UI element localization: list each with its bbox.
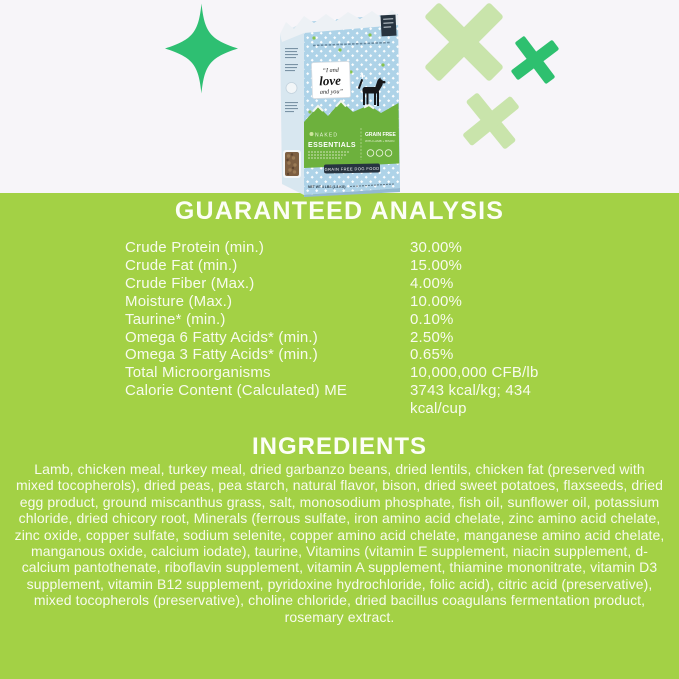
- bag-product-name: ESSENTIALS: [308, 142, 356, 149]
- analysis-value: 0.10%: [410, 310, 454, 328]
- small-green-cross-icon: [509, 34, 560, 85]
- analysis-label: Omega 6 Fatty Acids* (min.): [125, 328, 318, 346]
- bag-banner: [324, 164, 380, 174]
- brand-line-1: “I and: [322, 66, 339, 75]
- brand-line-3: and you”: [319, 88, 344, 96]
- analysis-label: Total Microorganisms: [125, 364, 271, 382]
- bag-net-weight: NET WT 4 LBS (1.8 KG): [308, 185, 346, 189]
- nutrition-section: [0, 193, 679, 679]
- bag-top-label: [380, 15, 396, 37]
- analysis-label: Moisture (Max.): [125, 292, 233, 310]
- analysis-row: [125, 364, 585, 382]
- analysis-value: 3743 kcal/kg; 434 kcal/cup: [410, 382, 531, 418]
- bag-claim-title: GRAIN FREE: [365, 132, 396, 138]
- ingredients-text: Lamb, chicken meal, turkey meal, dried garbanzo beans, dried lentils, chicken fat (preserved with mixed tocopherols), dried peas, pea starch, natural flavor, bison, dried sweet potatoes, flaxseeds, dried egg product, ground miscanthus grass, salt, monosodium phosphate, fish oil, sunflower oil, potassium chloride, dried chicory root, Minerals (ferrous sulfate, iron amino acid chelate, zinc amino acid chelate, zinc oxide, copper sulfate, sodium selenite, copper amino acid chelate, manganese amino acid chelate, manganous oxide, calcium iodate), taurine, Vitamins (vitamin E supplement, niacin supplement, d-calcium pantothenate, riboflavin supplement, vitamin A supplement, thiamine mononitrate, vitamin D3 supplement, vitamin B12 supplement, pyridoxine hydrochloride, folic acid), citric acid (preservative), mixed tocopherols (preservative), choline chloride, dried bacillus coagulans fermentation product, rosemary extract.: [14, 461, 665, 625]
- medium-cross-icon: [461, 91, 521, 151]
- analysis-value: 4.00%: [410, 274, 454, 292]
- large-cross-icon: [424, 2, 504, 82]
- product-bag-image: [278, 8, 412, 197]
- analysis-label: Omega 3 Fatty Acids* (min.): [125, 346, 318, 364]
- analysis-label: Calorie Content (Calculated) ME: [125, 382, 348, 400]
- analysis-row: [125, 311, 585, 329]
- analysis-label: Taurine* (min.): [125, 310, 226, 328]
- analysis-value: 0.65%: [410, 346, 454, 364]
- analysis-row: [125, 329, 585, 347]
- analysis-value: 10.00%: [410, 292, 463, 310]
- ingredients-title: INGREDIENTS: [251, 433, 427, 460]
- bag-claim-sub: WITH LAMB + BISON: [365, 139, 395, 143]
- sparkle-icon: [165, 3, 238, 94]
- bag-banner-label: GRAIN FREE DOG FOOD: [324, 165, 380, 172]
- analysis-row: [125, 275, 585, 293]
- analysis-value: 15.00%: [410, 256, 463, 274]
- analysis-row: [125, 382, 585, 418]
- kibble-window: [283, 150, 301, 178]
- analysis-value: 30.00%: [410, 239, 463, 256]
- analysis-row: [125, 239, 585, 257]
- analysis-row: [125, 257, 585, 275]
- cross-doodles: [420, 0, 572, 152]
- hero-section: [0, 0, 679, 193]
- brand-line-2: love: [318, 72, 342, 89]
- analysis-value: 10,000,000 CFB/lb: [410, 364, 539, 382]
- leaf-icon: [310, 132, 314, 136]
- guaranteed-analysis-title: GUARANTEED ANALYSIS: [174, 197, 505, 225]
- analysis-label: Crude Protein (min.): [125, 239, 265, 256]
- analysis-label: Crude Fat (min.): [125, 256, 238, 274]
- analysis-row: [125, 346, 585, 364]
- bag-collection-label: NAKED: [315, 132, 339, 139]
- brand-logo: [311, 61, 350, 98]
- analysis-value: 2.50%: [410, 328, 454, 346]
- analysis-label: Crude Fiber (Max.): [125, 274, 255, 292]
- guaranteed-analysis-table: [125, 239, 585, 418]
- gusset-seal-badge: [286, 83, 297, 94]
- analysis-row: [125, 293, 585, 311]
